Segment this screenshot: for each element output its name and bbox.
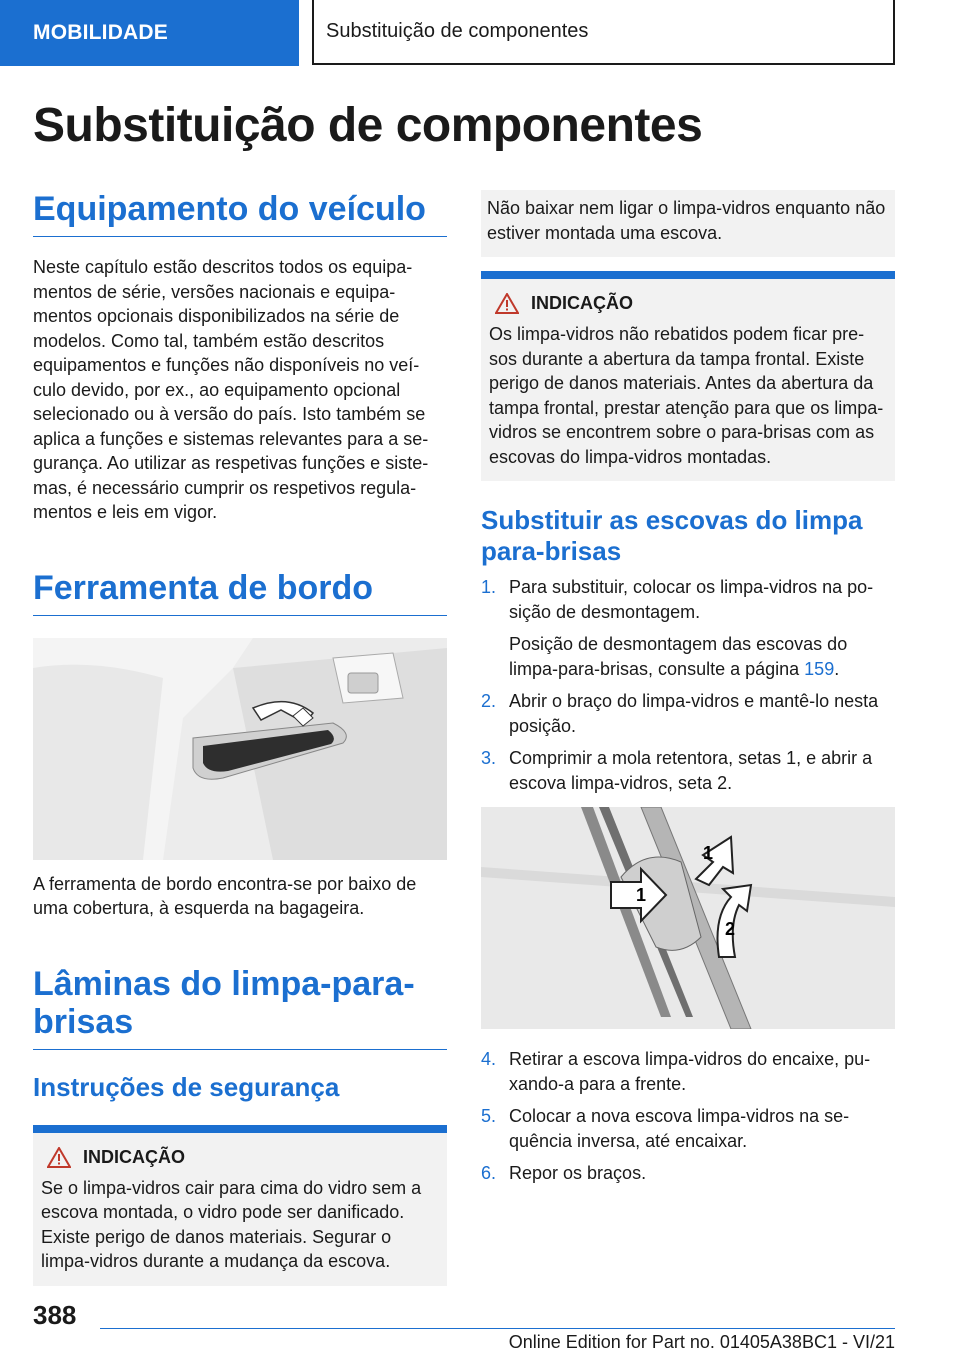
step-number: 3. [481,748,497,768]
notice-header [47,1147,439,1168]
step-text: Abrir o braço do limpa-vidros e mantê-lo nesta posição. [509,691,879,736]
chapter-tab[interactable]: Substituição de componentes [312,0,895,65]
top-bar [0,0,960,66]
svg-text:2: 2 [725,919,736,939]
steps-list-a [481,575,895,795]
step-text: Para substituir, colocar os limpa-vidros na po-sição de desmontagem. [509,577,874,622]
list-item [481,1161,895,1186]
notice-title: INDICAÇÃO [531,293,633,313]
notice-header [495,293,887,314]
continued-notice-box [481,190,895,257]
wiper-illustration [481,807,895,1029]
right-column [481,190,895,1194]
list-item [481,689,895,738]
list-item [481,1104,895,1153]
tool-location-image [33,638,447,860]
equipment-heading: Equipamento do veículo [33,190,447,237]
safety-notice-box [33,1125,447,1286]
footer-divider [100,1328,895,1329]
svg-text:1: 1 [636,885,647,905]
equipment-text: Neste capítulo estão descritos todos os equipa-mentos de série, versões nacionais e equipa-mentos opcionais disponibilizados na série de modelos. Como tal, também estão descritos equipamentos e funções não disponíveis no veí-culo devido, por ex., ao equipamento opcional selecionado ou à versão do país. Isto também se aplica a funções e sistemas relevantes para a se-gurança. Ao utilizar as respetivas funções e siste-mas, é necessário cumprir os respetivos regula-mentos e leis em vigor. [33,257,429,522]
safety-heading: Instruções de segurança [33,1071,340,1102]
step-note: Posição de desmontagem das escovas do limpa-para-brisas, consulte a página 159. [509,634,848,679]
step-text: Comprimir a mola retentora, setas 1, e abrir a escova limpa-vidros, seta 2. [509,748,873,793]
warning-triangle-icon [47,1147,71,1168]
notice-text: Os limpa-vidros não rebatidos podem ficar pre-sos durante a abertura da tampa frontal. Existe perigo de danos materiais. Antes da abertura da tampa frontal, prestar atenção para que os limpa-vidros se encontrem sobre o para-brisas com as escovas do limpa-vidros montadas. [489,324,884,467]
section-tab[interactable]: MOBILIDADE [0,0,299,66]
step-number: 1. [481,577,497,597]
trunk-illustration [33,638,447,860]
left-column [33,190,447,1286]
page-number: 388 [33,1300,77,1330]
tool-heading: Ferramenta de bordo [33,569,447,616]
list-item [481,575,895,681]
step-text: Retirar a escova limpa-vidros do encaixe, pu-xando-a para a frente. [509,1049,871,1094]
step-number: 4. [481,1049,497,1069]
hood-notice-box [481,271,895,481]
page-link[interactable]: 159 [804,658,835,679]
page-title: Substituição de componentes [33,99,703,152]
notice-title: INDICAÇÃO [83,1146,185,1167]
warning-triangle-icon [495,293,519,314]
list-item [481,1047,895,1096]
steps-list-b [481,1047,895,1186]
edition-label: Online Edition for Part no. 01405A38BC1 - VI/21 [508,1332,895,1352]
replace-heading: Substituir as escovas do limpa para-brisas [481,505,863,566]
step-number: 6. [481,1163,497,1183]
step-text: Repor os braços. [509,1163,647,1183]
notice-text: Se o limpa-vidros cair para cima do vidro sem a escova montada, o vidro pode ser danificado. Existe perigo de danos materiais. Segurar o limpa-vidros durante a mudança da escova. [41,1177,422,1271]
wiper-release-image [481,807,895,1029]
wiper-heading: Lâminas do limpa-para-brisas [33,965,447,1050]
step-text: Colocar a nova escova limpa-vidros na se-quência inversa, até encaixar. [509,1106,850,1151]
continued-notice-text: Não baixar nem ligar o limpa-vidros enquanto não estiver montada uma escova. [487,198,886,243]
step-number: 5. [481,1106,497,1126]
svg-text:1: 1 [703,843,714,863]
step-number: 2. [481,691,497,711]
list-item [481,746,895,795]
tool-caption: A ferramenta de bordo encontra-se por baixo de uma cobertura, à esquerda na bagageira. [33,873,417,918]
